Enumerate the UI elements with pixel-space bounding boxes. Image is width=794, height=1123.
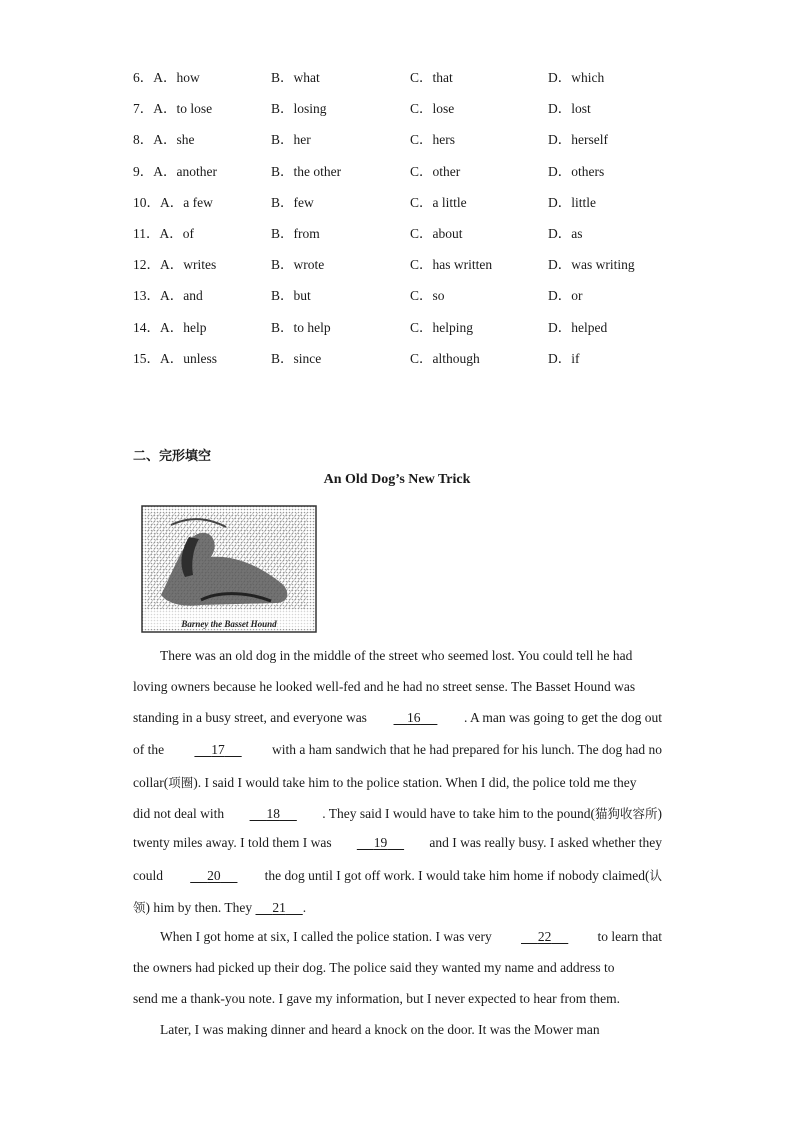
text-run: the owners had picked up their dog. The police said they wanted my name and address to [133,959,615,975]
option-a [133,253,216,273]
blank-20 [190,868,237,884]
text-fragment: . They said I would have to take him to the pound( [322,805,595,821]
text-run: loving owners because he looked well-fed and he had no street sense. The Basset Hound was [133,679,636,695]
option-row [133,347,693,378]
option-a-text: A．and [160,288,203,304]
option-a-text: A．help [160,319,207,335]
option-d: D．others [548,163,605,179]
option-c: C．other [410,163,461,179]
blank-number: 18 [266,805,280,821]
option-a [133,222,194,242]
text-run: did not deal with [133,805,225,821]
question-number: 9． [133,163,154,179]
blank-22 [521,929,568,945]
question-number: 6． [133,70,154,85]
text-run: When I got home at six, I called the police station. I was very [160,928,492,944]
option-a-text: A．to lose [153,101,213,117]
text-run: Later, I was making dinner and heard a knock on the door. It was the Mower man [160,1022,600,1038]
blank-18 [250,806,297,822]
passage-line [133,898,662,929]
question-number: 15． [133,350,160,366]
option-c: C．a little [410,194,467,210]
option-row [133,222,693,253]
question-number: 14． [133,319,160,335]
passage-line [133,773,662,804]
option-d: D．was writing [548,257,635,273]
text-fragment: the dog until I got off work. I would take him home if nobody claimed( [264,868,650,884]
blank-number: 21 [272,899,286,915]
option-b: B．to help [271,319,331,335]
option-b: B．wrote [271,257,325,273]
text-run: standing in a busy street, and everyone was [133,710,367,726]
passage-line [133,679,662,710]
blank-17 [194,742,241,758]
blank-number: 16 [407,710,421,726]
text-run: ) him by then. They [145,899,253,915]
passage-line [133,648,662,679]
passage-line [133,866,662,897]
option-a [133,128,195,148]
text-run: . A man was going to get the dog out [464,710,662,726]
text-fragment: collar( [133,774,169,790]
text-run [133,773,637,791]
passage-line [133,991,662,1022]
option-row [133,97,693,128]
question-number: 8． [133,132,154,148]
option-c: C．although [410,350,480,366]
option-c: C．helping [410,319,473,335]
option-row [133,191,693,222]
option-a [133,316,207,336]
option-b: B．what [271,70,320,85]
option-a [133,97,212,117]
option-b: B．the other [271,163,342,179]
blank-number: 20 [207,868,221,884]
chinese-gloss: 认 [649,868,662,884]
question-number: 7． [133,101,154,117]
option-row [133,128,693,159]
text-run: with a ham sandwich that he had prepared for his lunch. The dog had no [271,741,662,757]
option-a-text: A．writes [160,257,217,273]
text-run: to learn that [597,928,662,944]
chinese-gloss: 领 [133,899,146,915]
question-number: 11． [133,225,160,241]
option-a-text: A．a few [160,194,213,210]
dog-photo [141,505,317,633]
option-a-text: A．another [153,163,217,179]
text-run: There was an old dog in the middle of the street who seemed lost. You could tell he had [160,648,633,663]
option-b: B．losing [271,101,327,117]
text-run: twenty miles away. I told them I was [133,835,332,851]
dog-illustration [141,505,317,633]
option-b: B．since [271,350,322,366]
option-b: B．from [271,225,320,241]
option-a [133,347,217,367]
blank-21 [256,900,303,916]
option-a-text: A．of [159,225,194,241]
passage-line [133,929,662,960]
chinese-gloss: 猫狗收容所 [594,805,658,821]
question-number: 12． [133,257,160,273]
passage-line [133,742,662,773]
question-number: 13． [133,288,160,304]
option-d: D．lost [548,101,591,117]
blank-16 [394,710,438,726]
passage-line [133,710,662,741]
option-a [133,191,213,211]
passage-text [133,648,662,1053]
option-c: C．lose [410,101,455,117]
text-run [265,866,662,884]
text-run: send me a thank-you note. I gave my information, but I never expected to hear from them. [133,991,620,1007]
option-row [133,160,693,191]
option-b: B．her [271,132,311,148]
option-d: D．or [548,288,583,304]
chinese-gloss: 项圈 [168,774,194,790]
text-fragment: ) [657,805,662,821]
option-a [133,66,200,86]
option-a [133,284,203,304]
option-c: C．so [410,288,445,304]
text-run: . [302,899,307,915]
option-b: B．few [271,194,314,210]
option-d: D．helped [548,319,608,335]
text-run: could [133,868,163,884]
option-c: C．that [410,70,453,85]
option-c: C．has written [410,257,493,273]
text-run: and I was really busy. I asked whether they [429,835,662,851]
passage-line [133,835,662,866]
option-c: C．about [410,225,463,241]
option-row [133,253,693,284]
passage-line [133,960,662,991]
text-run [322,804,662,822]
option-row [133,316,693,347]
choice-options-list [133,66,693,378]
section-title: 二、完形填空 [133,449,212,464]
option-b: B．but [271,288,311,304]
text-run: of the [133,741,165,757]
text-fragment: ). I said I would take him to the police station. When I did, the police told me they [193,774,637,790]
option-a-text: A．she [153,132,195,148]
blank-19 [357,835,404,851]
option-d: D．as [548,225,583,241]
passage-title: An Old Dog’s New Trick [323,472,471,487]
option-d: D．herself [548,132,608,148]
passage-line [133,1022,662,1053]
blank-number: 17 [211,741,225,757]
option-a-text: A．how [153,70,200,85]
option-d: D．which [548,70,605,85]
option-c: C．hers [410,132,455,148]
blank-number: 22 [537,928,552,944]
photo-caption: Barney the Basset Hound [181,619,277,629]
option-d: D．if [548,350,580,366]
passage-line [133,804,662,835]
option-row [133,284,693,315]
option-a-text: A．unless [160,350,217,366]
blank-number: 19 [373,835,388,851]
option-d: D．little [548,194,596,210]
question-number: 10． [133,194,160,210]
option-a [133,160,217,180]
option-row [133,66,693,97]
